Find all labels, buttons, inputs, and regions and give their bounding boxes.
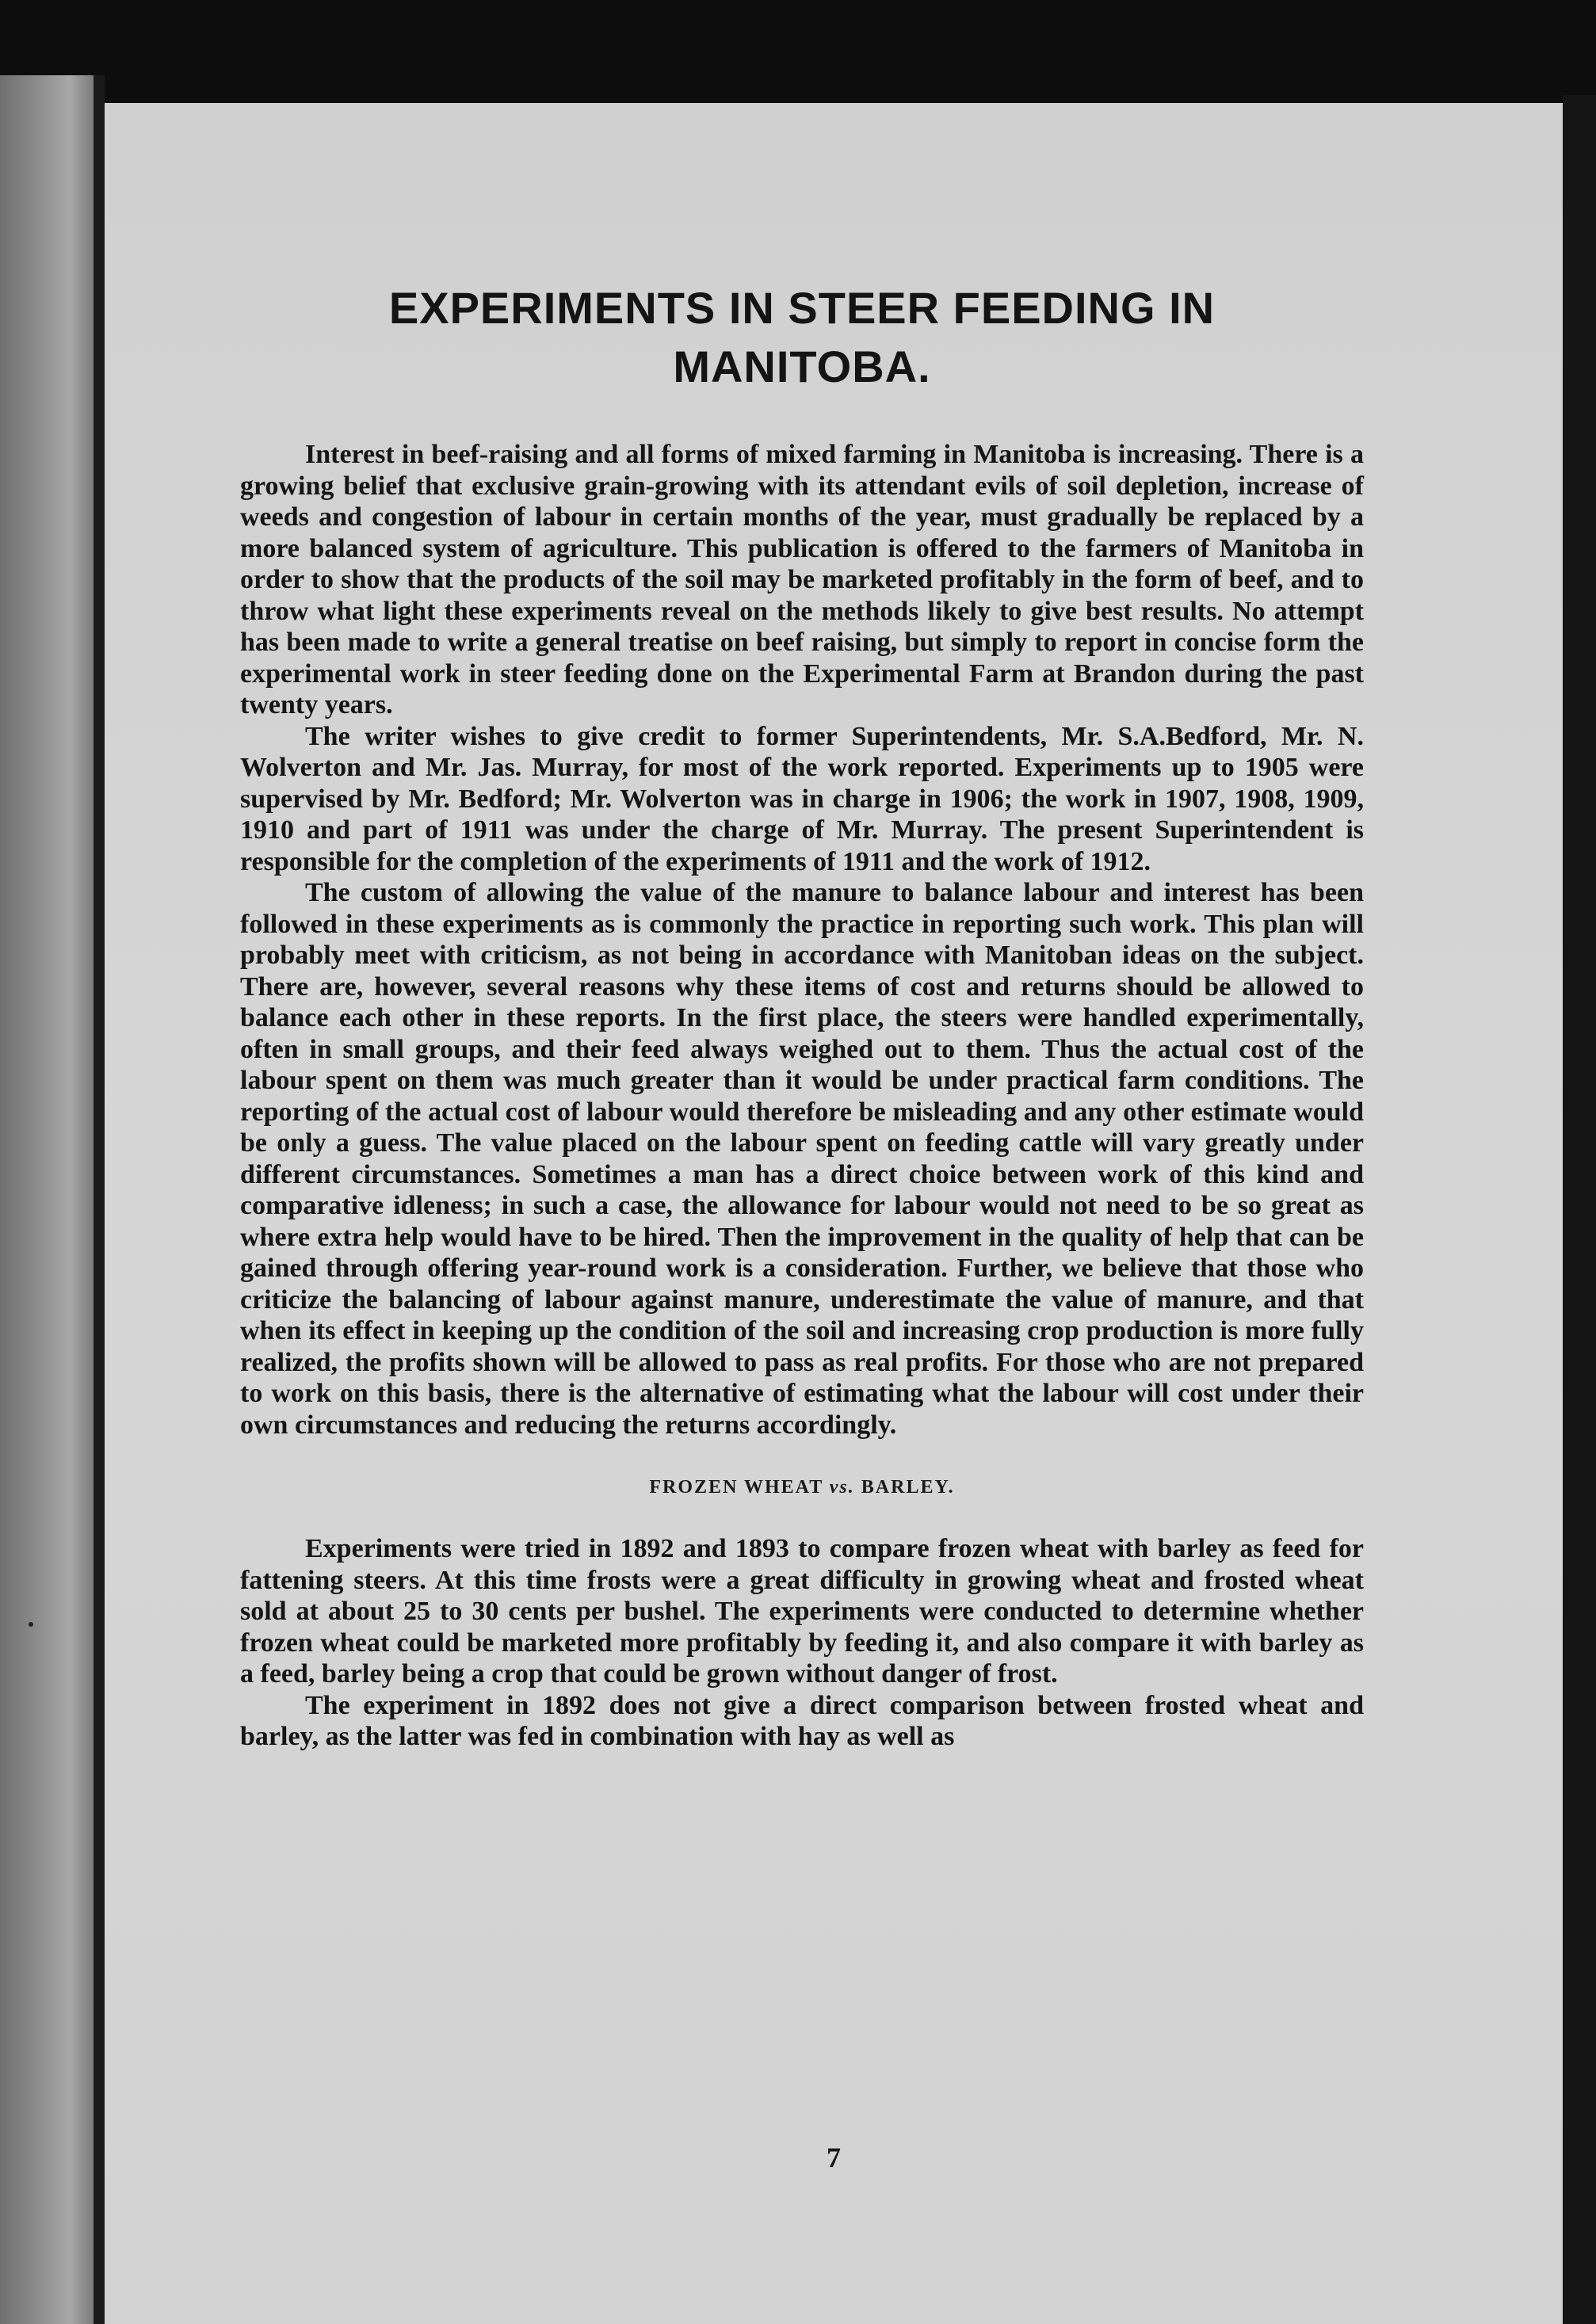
paragraph-frozen-wheat: Experiments were tried in 1892 and 1893 to compare frozen wheat with barley as feed for fattening steers. At this time frosts were a great difficulty in growing wheat and frosted wheat sold at about 25 to 30 cents per bushel. The experiments were conducted to determine whether frozen wheat could be marketed more profitably by feeding it, and also compare it with barley as a feed, barley being a crop that could be grown without danger of frost. bbox=[240, 1534, 1364, 1689]
page-number: 7 bbox=[827, 2142, 841, 2173]
paragraph-credits: The writer wishes to give credit to former Superintendents, Mr. S.A.Bedford, Mr. N. Wolverton and Mr. Jas. Murray, for most of the work reported. Experiments up to 1905 were supervised by Mr. Bedford; Mr. Wolverton was in charge in 1906; the work in 1907, 1908, 1909, 1910 and part of 1911 was under the charge of Mr. Murray. The present Superintendent is responsible for the completion of the experiments of 1911 and the work of 1912. bbox=[240, 721, 1364, 876]
section-heading-part: FROZEN WHEAT bbox=[649, 1477, 830, 1498]
page-content bbox=[240, 279, 1364, 1753]
scan-speck bbox=[29, 1622, 33, 1627]
paragraph-intro: Interest in beef-raising and all forms of mixed farming in Manitoba is increasing. There is a growing belief that exclusive grain-growing with its attendant evils of soil depletion, increase of weeds and congestion of labour in certain months of the year, must gradually be replaced by a more balanced system of agriculture. This publication is offered to the farmers of Manitoba in order to show that the products of the soil may be marketed profitably in the form of beef, and to throw what light these experiments reveal on the methods likely to give best results. No attempt has been made to write a general treatise on beef raising, but simply to report in concise form the experimental work in steer feeding done on the Experimental Farm at Brandon during the past twenty years. bbox=[240, 440, 1364, 719]
paragraph-manure-labour: The custom of allowing the value of the manure to balance labour and interest has been followed in these experiments as is commonly the practice in reporting such work. This plan will probably meet with criticism, as not being in accordance with Manitoban ideas on the subject. There are, however, several reasons why these items of cost and returns should be allowed to balance each other in these reports. In the first place, the steers were handled experimentally, often in small groups, and their feed always weighed out to them. Thus the actual cost of the labour spent on them was much greater than it would be under practical farm conditions. The reporting of the actual cost of labour would therefore be misleading and any other estimate would be only a guess. The value placed on the labour spent on feeding cattle will vary greatly under different circumstances. Sometimes a man has a direct choice between work of this kind and comparative idleness; in such a case, the allowance for labour would not need to be so great as where extra help would have to be hired. Then the improvement in the quality of help that can be gained through offering year-round work is a consideration. Further, we believe that those who criticize the balancing of labour against manure, underestimate the value of manure, and that when its effect in keeping up the condition of the soil and increasing crop production is more fully realized, the profits shown will be allowed to pass as real profits. For those who are not prepared to work on this basis, there is the alternative of estimating what the labour will cost under their own circumstances and reducing the returns accordingly. bbox=[240, 878, 1364, 1440]
book-binding bbox=[94, 75, 105, 2324]
paragraph-1892-experiment: The experiment in 1892 does not give a direct comparison between frosted wheat and barley, as the latter was fed in combination with hay as well as bbox=[240, 1690, 1364, 1751]
section-heading bbox=[240, 1477, 1364, 1498]
scan-right-margin bbox=[1563, 95, 1596, 2324]
section-heading-part: BARLEY. bbox=[854, 1477, 955, 1498]
document-title: EXPERIMENTS IN STEER FEEDING IN MANITOBA. bbox=[388, 283, 1216, 391]
facing-page-edge bbox=[0, 75, 94, 2324]
section-heading-vs: vs. bbox=[829, 1477, 855, 1498]
